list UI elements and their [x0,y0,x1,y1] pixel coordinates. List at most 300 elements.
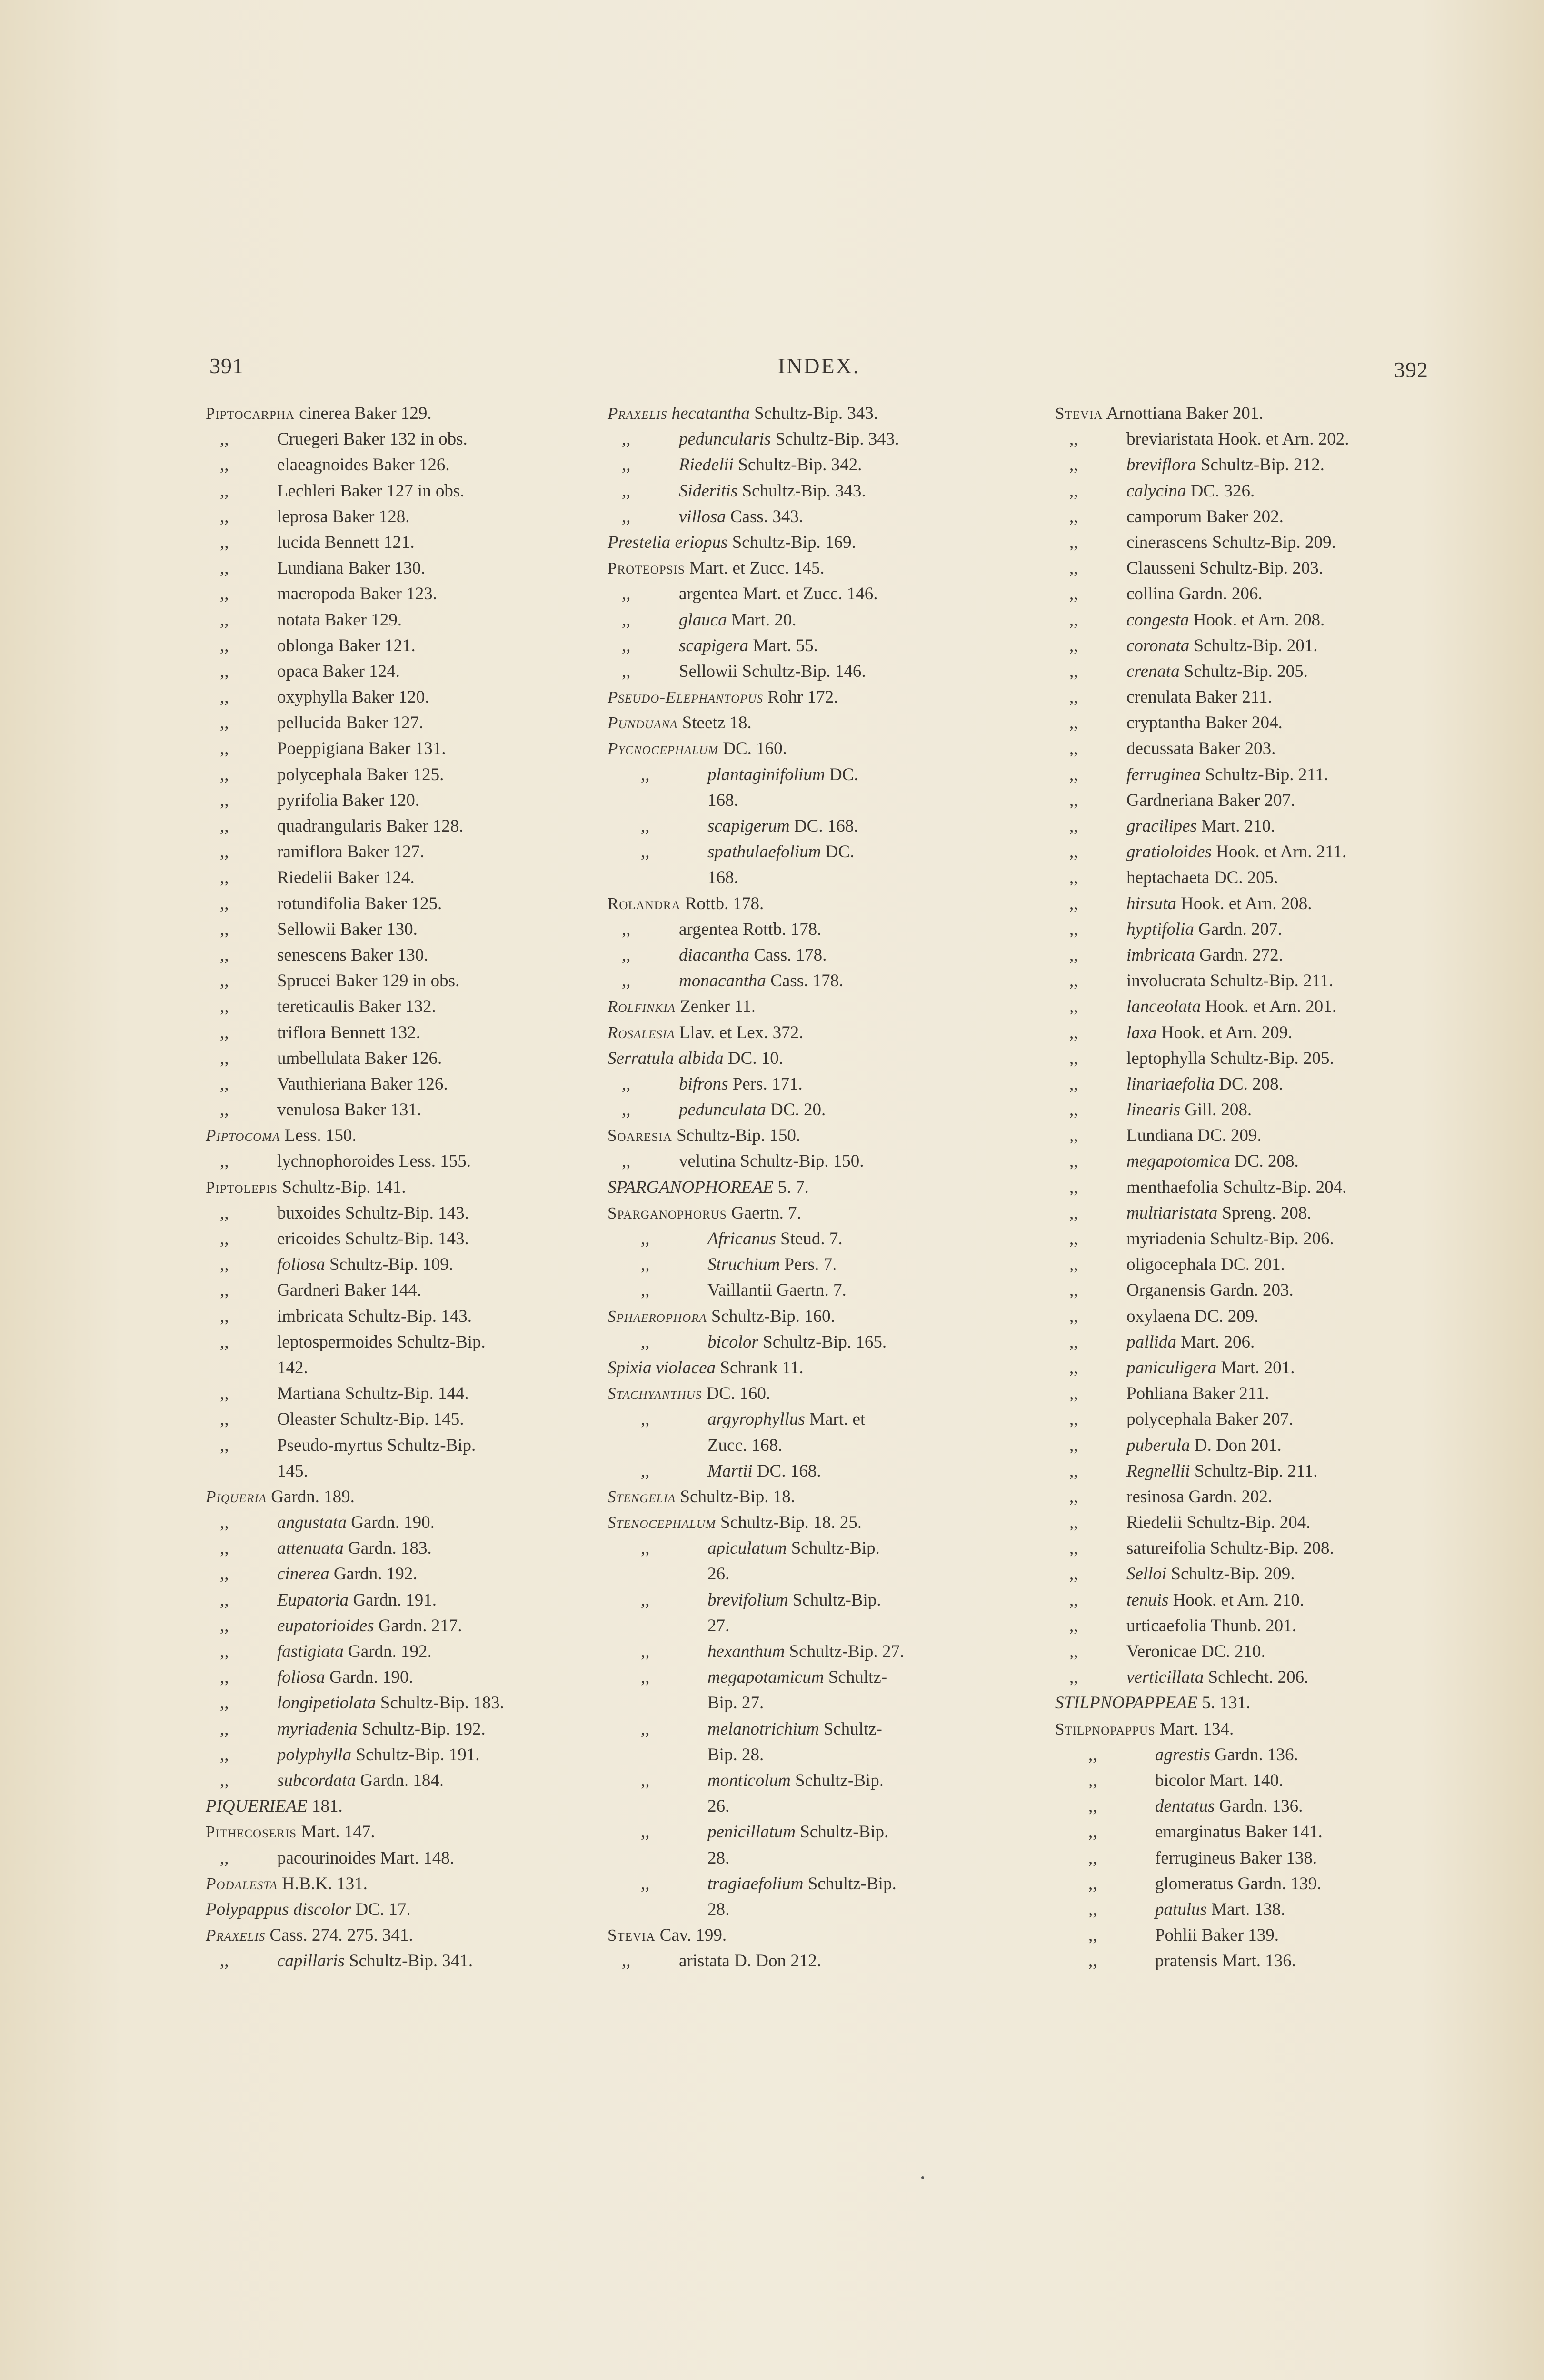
entry-text: urticaefolia Thunb. 201. [1126,1616,1296,1636]
entry-text: bicolor Schultz-Bip. 165. [707,1332,887,1352]
index-entry [206,1587,615,1613]
index-entry [206,942,615,968]
ditto-mark: ,, [1069,919,1078,939]
ditto-mark: ,, [220,1306,229,1326]
index-entry [1055,1923,1484,1948]
index-entry [608,1149,1026,1174]
ditto-mark: ,, [622,1951,631,1971]
entry-text: Organensis Gardn. 203. [1126,1280,1294,1300]
index-entry [608,1897,1026,1923]
entry-text: leprosa Baker 128. [277,506,410,526]
entry-text: 26. [707,1564,730,1584]
entry-text: argentea Rottb. 178. [679,919,822,939]
index-entry [206,1639,615,1665]
index-entry [608,891,1026,917]
index-entry [608,1097,1026,1123]
ditto-mark: ,, [1069,1280,1078,1300]
index-entry [608,1665,1026,1690]
index-entry [206,1097,615,1123]
ditto-mark: ,, [622,1151,631,1171]
index-entry [206,710,615,736]
index-entry [206,968,615,994]
entry-text: Arnottiana Baker 201. [1106,404,1264,423]
entry-text: monacantha Cass. 178. [679,971,844,991]
entry-text: leptospermoides Schultz-Bip. [277,1332,486,1352]
index-entry [608,504,1026,530]
ditto-mark: ,, [641,1719,650,1739]
ditto-mark: ,, [1069,429,1078,449]
entry-text: satureifolia Schultz-Bip. 208. [1126,1538,1334,1558]
entry-text: Africanus Steud. 7. [707,1229,843,1249]
index-entry [206,1819,615,1845]
entry-text: peduncularis Schultz-Bip. 343. [679,429,899,449]
entry-text: cinerascens Schultz-Bip. 209. [1126,532,1336,552]
entry-text: pellucida Baker 127. [277,713,424,733]
ditto-mark: ,, [220,1280,229,1300]
entry-text: eupatorioides Gardn. 217. [277,1616,462,1636]
entry-text: pacourinoides Mart. 148. [277,1848,454,1868]
index-entry [1055,426,1484,452]
ditto-mark: ,, [220,506,229,526]
ditto-mark: ,, [220,1590,229,1610]
entry-text: Zenker 11. [680,997,756,1017]
entry-text: hirsuta Hook. et Arn. 208. [1126,893,1312,913]
ditto-mark: ,, [220,945,229,965]
entry-text: Gardneriana Baker 207. [1126,790,1295,810]
index-entry [206,1536,615,1561]
entry-text: foliosa Gardn. 190. [277,1667,413,1687]
ditto-mark: ,, [1069,481,1078,501]
genus-name: Rolfinkia [608,997,676,1016]
ditto-mark: ,, [1069,1255,1078,1275]
index-entry [1055,1046,1484,1071]
index-entry [1055,1536,1484,1561]
entry-text: linearis Gill. 208. [1126,1100,1252,1120]
entry-text: Riedelii Schultz-Bip. 342. [679,455,862,475]
ditto-mark: ,, [641,1332,650,1352]
index-entry [206,1278,615,1303]
ditto-mark: ,, [1069,997,1078,1017]
ditto-mark: ,, [220,429,229,449]
entry-text: notata Baker 129. [277,610,402,630]
ditto-mark: ,, [1088,1874,1097,1894]
entry-text: breviflora Schultz-Bip. 212. [1126,455,1325,475]
ditto-mark: ,, [641,842,650,862]
index-entry [1055,1819,1484,1845]
ditto-mark: ,, [1069,764,1078,784]
genus-name: Praxelis [608,404,667,423]
index-entry [1055,1561,1484,1587]
entry-text: capillaris Schultz-Bip. 341. [277,1951,473,1971]
index-entry [608,1871,1026,1897]
ditto-mark: ,, [220,1951,229,1971]
index-entry [206,607,615,633]
entry-text: Clausseni Schultz-Bip. 203. [1126,558,1324,578]
ditto-mark: ,, [1088,1848,1097,1868]
ditto-mark: ,, [220,1667,229,1687]
entry-text: Zucc. 168. [707,1435,783,1455]
index-entry [1055,684,1484,710]
entry-text: Schultz-Bip. 150. [677,1126,801,1146]
page-number-right: 392 [1394,357,1428,382]
ditto-mark: ,, [1069,945,1078,965]
entry-text: STILPNOPAPPEAE 5. 131. [1055,1693,1251,1713]
index-entry [608,478,1026,504]
entry-text: leptophylla Schultz-Bip. 205. [1126,1048,1334,1068]
index-entry [608,401,1026,426]
entry-text: Lundiana Baker 130. [277,558,426,578]
entry-text: tereticaulis Baker 132. [277,997,436,1017]
entry-text: crenata Schultz-Bip. 205. [1126,661,1308,681]
index-entry [206,1613,615,1639]
index-entry [1055,1020,1484,1046]
entry-text: pyrifolia Baker 120. [277,790,419,810]
entry-text: velutina Schultz-Bip. 150. [679,1151,864,1171]
index-entry [608,1742,1026,1768]
ditto-mark: ,, [1069,1590,1078,1610]
entry-text: umbellulata Baker 126. [277,1048,442,1068]
ditto-mark: ,, [220,1100,229,1120]
ditto-mark: ,, [1088,1745,1097,1765]
index-entry [608,1690,1026,1716]
index-column-1 [206,401,615,1974]
index-entry [1055,1716,1484,1742]
index-entry [206,813,615,839]
entry-text: Schultz-Bip. 18. 25. [720,1513,862,1533]
index-entry [1055,401,1484,426]
index-entry [1055,1149,1484,1174]
ditto-mark: ,, [641,816,650,836]
entry-text: Schultz-Bip. 18. [680,1487,795,1507]
genus-name: Stachyanthus [608,1384,702,1403]
index-entry [206,1561,615,1587]
genus-name: Stengelia [608,1487,676,1506]
entry-text: ramiflora Baker 127. [277,842,425,862]
ditto-mark: ,, [1069,1022,1078,1042]
entry-text: Prestelia eriopus Schultz-Bip. 169. [608,532,856,552]
index-entry [608,1433,1026,1458]
entry-text: puberula D. Don 201. [1126,1435,1282,1455]
ditto-mark: ,, [1069,1306,1078,1326]
index-entry [608,942,1026,968]
genus-name: Pithecoseris [206,1823,297,1842]
entry-text: polyphylla Schultz-Bip. 191. [277,1745,480,1765]
ditto-mark: ,, [1088,1770,1097,1790]
index-entry [1055,1355,1484,1381]
ditto-mark: ,, [1069,558,1078,578]
index-entry [206,1226,615,1252]
ditto-mark: ,, [220,661,229,681]
genus-name: Punduana [608,714,678,733]
genus-name: Praxelis [206,1926,266,1945]
entry-text: diacantha Cass. 178. [679,945,827,965]
index-entry [1055,942,1484,968]
index-entry [608,1819,1026,1845]
index-entry [608,1278,1026,1303]
entry-text: bicolor Mart. 140. [1155,1770,1284,1790]
genus-name: Pseudo-Elephantopus [608,688,764,707]
ditto-mark: ,, [641,1590,650,1610]
ditto-mark: ,, [220,1074,229,1094]
index-entry [608,788,1026,813]
index-entry [206,1020,615,1046]
index-entry [206,684,615,710]
index-entry [1055,891,1484,917]
index-entry [608,530,1026,555]
index-entry [1055,1897,1484,1923]
index-entry [206,1510,615,1536]
entry-text: decussata Baker 203. [1126,739,1276,759]
entry-text: Llav. et Lex. 372. [679,1022,804,1042]
entry-text: monticolum Schultz-Bip. [707,1770,884,1790]
index-entry [608,1794,1026,1819]
genus-name: Sphaerophora [608,1307,707,1326]
ditto-mark: ,, [220,610,229,630]
index-entry [608,426,1026,452]
entry-text: Polypappus discolor DC. 17. [206,1899,411,1919]
ditto-mark: ,, [1069,687,1078,707]
entry-text: villosa Cass. 343. [679,506,804,526]
entry-text: polycephala Baker 125. [277,764,444,784]
entry-text: cinerea Baker 129. [299,404,432,423]
ditto-mark: ,, [641,1280,650,1300]
ditto-mark: ,, [220,635,229,655]
entry-text: Schultz-Bip. 141. [282,1177,406,1197]
ditto-mark: ,, [622,610,631,630]
index-entry [1055,1768,1484,1794]
index-entry [206,659,615,684]
ditto-mark: ,, [1069,1642,1078,1661]
entry-text: oligocephala DC. 201. [1126,1255,1285,1275]
entry-text: ferrugineus Baker 138. [1155,1848,1317,1868]
ditto-mark: ,, [1069,1409,1078,1429]
entry-text: opaca Baker 124. [277,661,400,681]
index-entry [1055,1484,1484,1510]
entry-text: Pohliana Baker 211. [1126,1384,1269,1404]
index-entry [608,452,1026,478]
ditto-mark: ,, [1069,1435,1078,1455]
ditto-mark: ,, [220,971,229,991]
index-entry [608,1252,1026,1278]
index-entry [608,1355,1026,1381]
index-entry [608,1329,1026,1355]
genus-name: Soaresia [608,1126,672,1145]
entry-text: oxyphylla Baker 120. [277,687,429,707]
entry-text: ferruginea Schultz-Bip. 211. [1126,764,1329,784]
entry-text: Martiana Schultz-Bip. 144. [277,1384,469,1404]
entry-text: menthaefolia Schultz-Bip. 204. [1126,1177,1347,1197]
index-entry [608,1407,1026,1432]
index-entry [1055,1665,1484,1690]
index-entry [206,1071,615,1097]
index-entry [1055,581,1484,607]
index-entry [1055,788,1484,813]
entry-text: polycephala Baker 207. [1126,1409,1294,1429]
ditto-mark: ,, [220,558,229,578]
index-entry [1055,1794,1484,1819]
index-entry [608,839,1026,865]
entry-text: emarginatus Baker 141. [1155,1822,1323,1842]
index-entry [206,1381,615,1407]
index-entry [206,917,615,942]
index-entry [1055,1407,1484,1432]
entry-text: Vauthieriana Baker 126. [277,1074,448,1094]
entry-text: Gardneri Baker 144. [277,1280,422,1300]
entry-text: imbricata Gardn. 272. [1126,945,1283,965]
index-entry [608,1716,1026,1742]
entry-text: foliosa Schultz-Bip. 109. [277,1255,454,1275]
entry-text: aristata D. Don 212. [679,1951,822,1971]
index-entry [1055,1871,1484,1897]
index-entry [206,1948,615,1974]
entry-text: PIQUERIEAE 181. [206,1796,343,1816]
entry-text: fastigiata Gardn. 192. [277,1642,432,1661]
index-entry [1055,530,1484,555]
entry-text: resinosa Gardn. 202. [1126,1487,1273,1507]
entry-text: lychnophoroides Less. 155. [277,1151,471,1171]
index-entry [206,736,615,762]
index-entry [1055,994,1484,1020]
index-entry [1055,1587,1484,1613]
ditto-mark: ,, [1088,1951,1097,1971]
entry-text: Pohlii Baker 139. [1155,1925,1279,1945]
ditto-mark: ,, [220,455,229,475]
index-entry [608,581,1026,607]
entry-text: dentatus Gardn. 136. [1155,1796,1303,1816]
index-entry [1055,633,1484,659]
ditto-mark: ,, [1069,1667,1078,1687]
ditto-mark: ,, [1069,1332,1078,1352]
entry-text: breviaristata Hook. et Arn. 202. [1126,429,1349,449]
entry-text: Mart. 134. [1160,1719,1234,1739]
index-entry [608,1175,1026,1200]
genus-name: Stenocephalum [608,1513,716,1532]
ditto-mark: ,, [220,713,229,733]
entry-text: Steetz 18. [682,713,752,733]
ditto-mark: ,, [220,842,229,862]
ditto-mark: ,, [1069,1616,1078,1636]
entry-text: DC. 160. [723,739,787,759]
ditto-mark: ,, [220,1848,229,1868]
ditto-mark: ,, [1069,1074,1078,1094]
entry-text: 28. [707,1899,730,1919]
ditto-mark: ,, [641,1822,650,1842]
ditto-mark: ,, [1069,610,1078,630]
ditto-mark: ,, [220,1151,229,1171]
ditto-mark: ,, [641,1409,650,1429]
genus-name: Rosalesia [608,1023,675,1042]
ditto-mark: ,, [1069,816,1078,836]
index-entry [1055,1381,1484,1407]
page-speck [921,2176,924,2179]
index-entry [608,1484,1026,1510]
index-entry [1055,736,1484,762]
entry-text: Cruegeri Baker 132 in obs. [277,429,468,449]
ditto-mark: ,, [1069,584,1078,604]
genus-name: Stilpnopappus [1055,1719,1156,1738]
entry-text: hecatantha Schultz-Bip. 343. [671,404,878,423]
entry-text: Veronicae DC. 210. [1126,1642,1265,1661]
entry-text: Sideritis Schultz-Bip. 343. [679,481,866,501]
entry-text: Cav. 199. [659,1925,727,1945]
ditto-mark: ,, [1069,455,1078,475]
index-entry [206,452,615,478]
ditto-mark: ,, [622,919,631,939]
entry-text: coronata Schultz-Bip. 201. [1126,635,1318,655]
entry-text: brevifolium Schultz-Bip. [707,1590,881,1610]
ditto-mark: ,, [641,1229,650,1249]
ditto-mark: ,, [220,481,229,501]
index-entry [206,1175,615,1200]
entry-text: scapigerum DC. 168. [707,816,858,836]
ditto-mark: ,, [641,1770,650,1790]
ditto-mark: ,, [1069,1538,1078,1558]
index-entry [206,1123,615,1149]
index-entry [608,1587,1026,1613]
ditto-mark: ,, [220,1409,229,1429]
entry-text: Rohr 172. [767,687,838,707]
index-entry [206,1897,615,1923]
entry-text: buxoides Schultz-Bip. 143. [277,1203,469,1223]
genus-name: Piptocoma [206,1126,280,1145]
index-entry [206,1433,615,1458]
entry-text: Selloi Schultz-Bip. 209. [1126,1564,1295,1584]
ditto-mark: ,, [622,971,631,991]
index-entry [206,1355,615,1381]
page-title: INDEX. [777,354,860,378]
entry-text: collina Gardn. 206. [1126,584,1263,604]
ditto-mark: ,, [1069,1126,1078,1146]
ditto-mark: ,, [1069,1384,1078,1404]
entry-text: Riedelii Baker 124. [277,868,415,888]
ditto-mark: ,, [622,429,631,449]
index-entry [608,684,1026,710]
ditto-mark: ,, [220,1022,229,1042]
entry-text: angustata Gardn. 190. [277,1513,435,1533]
index-entry [206,1742,615,1768]
ditto-mark: ,, [220,893,229,913]
entry-text: DC. 160. [706,1384,771,1404]
entry-text: megapotamicum Schultz- [707,1667,887,1687]
ditto-mark: ,, [220,1745,229,1765]
page-header [209,353,1428,382]
genus-name: Piqueria [206,1487,267,1506]
ditto-mark: ,, [220,687,229,707]
index-entry [608,1639,1026,1665]
index-entry [608,1948,1026,1974]
index-entry [206,581,615,607]
index-entry [206,1845,615,1871]
entry-text: 26. [707,1796,730,1816]
entry-text: macropoda Baker 123. [277,584,437,604]
ditto-mark: ,, [220,739,229,759]
ditto-mark: ,, [220,1513,229,1533]
index-entry [1055,1639,1484,1665]
index-entry [1055,1226,1484,1252]
index-entry [608,1510,1026,1536]
ditto-mark: ,, [1069,842,1078,862]
entry-text: gracilipes Mart. 210. [1126,816,1275,836]
index-entry [608,1200,1026,1226]
ditto-mark: ,, [220,1229,229,1249]
genus-name: Piptolepis [206,1178,278,1197]
index-entry [206,478,615,504]
index-entry [608,917,1026,942]
index-entry [206,994,615,1020]
index-entry [206,504,615,530]
ditto-mark: ,, [220,1048,229,1068]
index-column-2 [608,401,1026,1974]
